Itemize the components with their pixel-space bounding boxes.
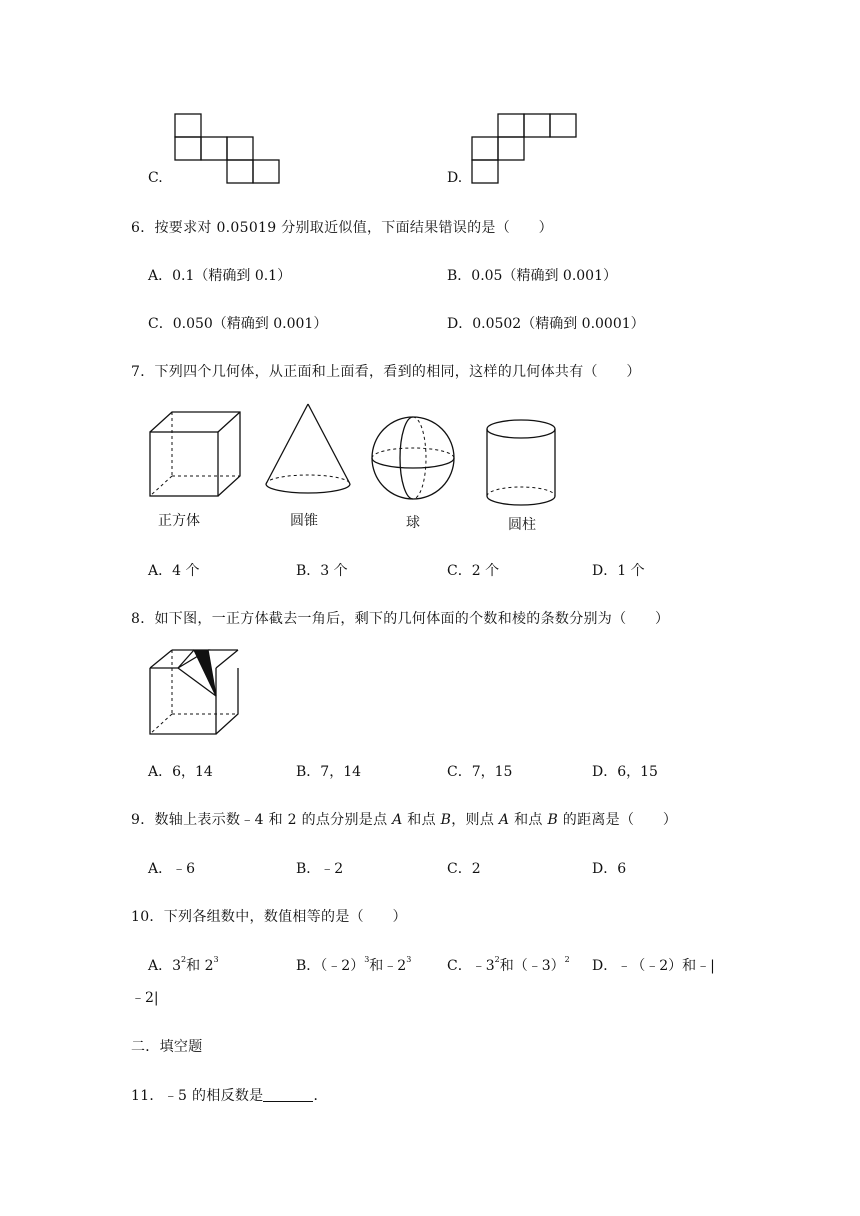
q5-option-d-label: D. bbox=[447, 170, 463, 186]
cylinder-label: 圆柱 bbox=[508, 517, 536, 533]
q6-option-d: D．0.0502（精确到 0.0001） bbox=[447, 316, 645, 332]
cone-figure bbox=[262, 402, 354, 497]
section-title-fill-in: 二．填空题 bbox=[131, 1039, 203, 1055]
q10-option-a: A．$3^2$和 $2^3$ bbox=[148, 955, 219, 974]
q7-option-a: A．4 个 bbox=[148, 563, 200, 579]
q9-option-b: B．﹣2 bbox=[296, 861, 344, 877]
truncated-cube-figure bbox=[148, 648, 243, 738]
q8-stem: 8．如下图，一正方体截去一角后，剩下的几何体面的个数和棱的条数分别为（ ） bbox=[131, 611, 670, 627]
q7-option-c: C．2 个 bbox=[447, 563, 500, 579]
q6-stem: 6．按要求对 0.05019 分别取近似值，下面结果错误的是（ ） bbox=[131, 220, 553, 236]
q9-option-c: C．2 bbox=[447, 861, 481, 877]
q5-option-c-label: C. bbox=[148, 170, 163, 186]
q9-option-a: A．﹣6 bbox=[148, 861, 196, 877]
q8-option-d: D．6，15 bbox=[592, 764, 658, 780]
cylinder-figure bbox=[485, 418, 560, 510]
q9-stem: 9．数轴上表示数﹣4 和 2 的点分别是点 A 和点 B，则点 A 和点 B 的距离是（ ） bbox=[131, 812, 678, 828]
q10-stem: 10．下列各组数中，数值相等的是（ ） bbox=[131, 909, 407, 925]
sphere-figure bbox=[370, 412, 458, 504]
q7-option-b: B．3 个 bbox=[296, 563, 348, 579]
sphere-label: 球 bbox=[406, 515, 420, 531]
q6-option-a: A．0.1（精确到 0.1） bbox=[148, 268, 292, 284]
q8-option-b: B．7，14 bbox=[296, 764, 362, 780]
q9-option-d: D．6 bbox=[592, 861, 627, 877]
q10-option-d: D．﹣（﹣2）和﹣| bbox=[592, 958, 715, 974]
q7-option-d: D．1 个 bbox=[592, 563, 645, 579]
cone-label: 圆锥 bbox=[290, 513, 318, 529]
cube-label: 正方体 bbox=[158, 513, 200, 529]
cube-figure bbox=[148, 410, 243, 500]
q10-option-c: C．$﹣3^2$和（﹣3）$^2$ bbox=[447, 955, 570, 974]
q8-option-a: A．6，14 bbox=[148, 764, 213, 780]
q11-answer-blank bbox=[263, 1089, 313, 1102]
q7-stem: 7．下列四个几何体，从正面和上面看，看到的相同，这样的几何体共有（ ） bbox=[131, 364, 641, 380]
q10-option-d-continued: ﹣2| bbox=[131, 990, 159, 1006]
q6-option-b: B．0.05（精确到 0.001） bbox=[447, 268, 617, 284]
q6-option-c: C．0.050（精确到 0.001） bbox=[148, 316, 328, 332]
q5-option-c-net-figure bbox=[174, 113, 282, 185]
q5-option-d-net-figure bbox=[472, 113, 580, 185]
q10-option-b: B．（﹣2）$^3$和$﹣2^3$ bbox=[296, 955, 412, 974]
q11-stem: 11．﹣5 的相反数是 ． bbox=[131, 1088, 328, 1104]
q8-option-c: C．7，15 bbox=[447, 764, 513, 780]
